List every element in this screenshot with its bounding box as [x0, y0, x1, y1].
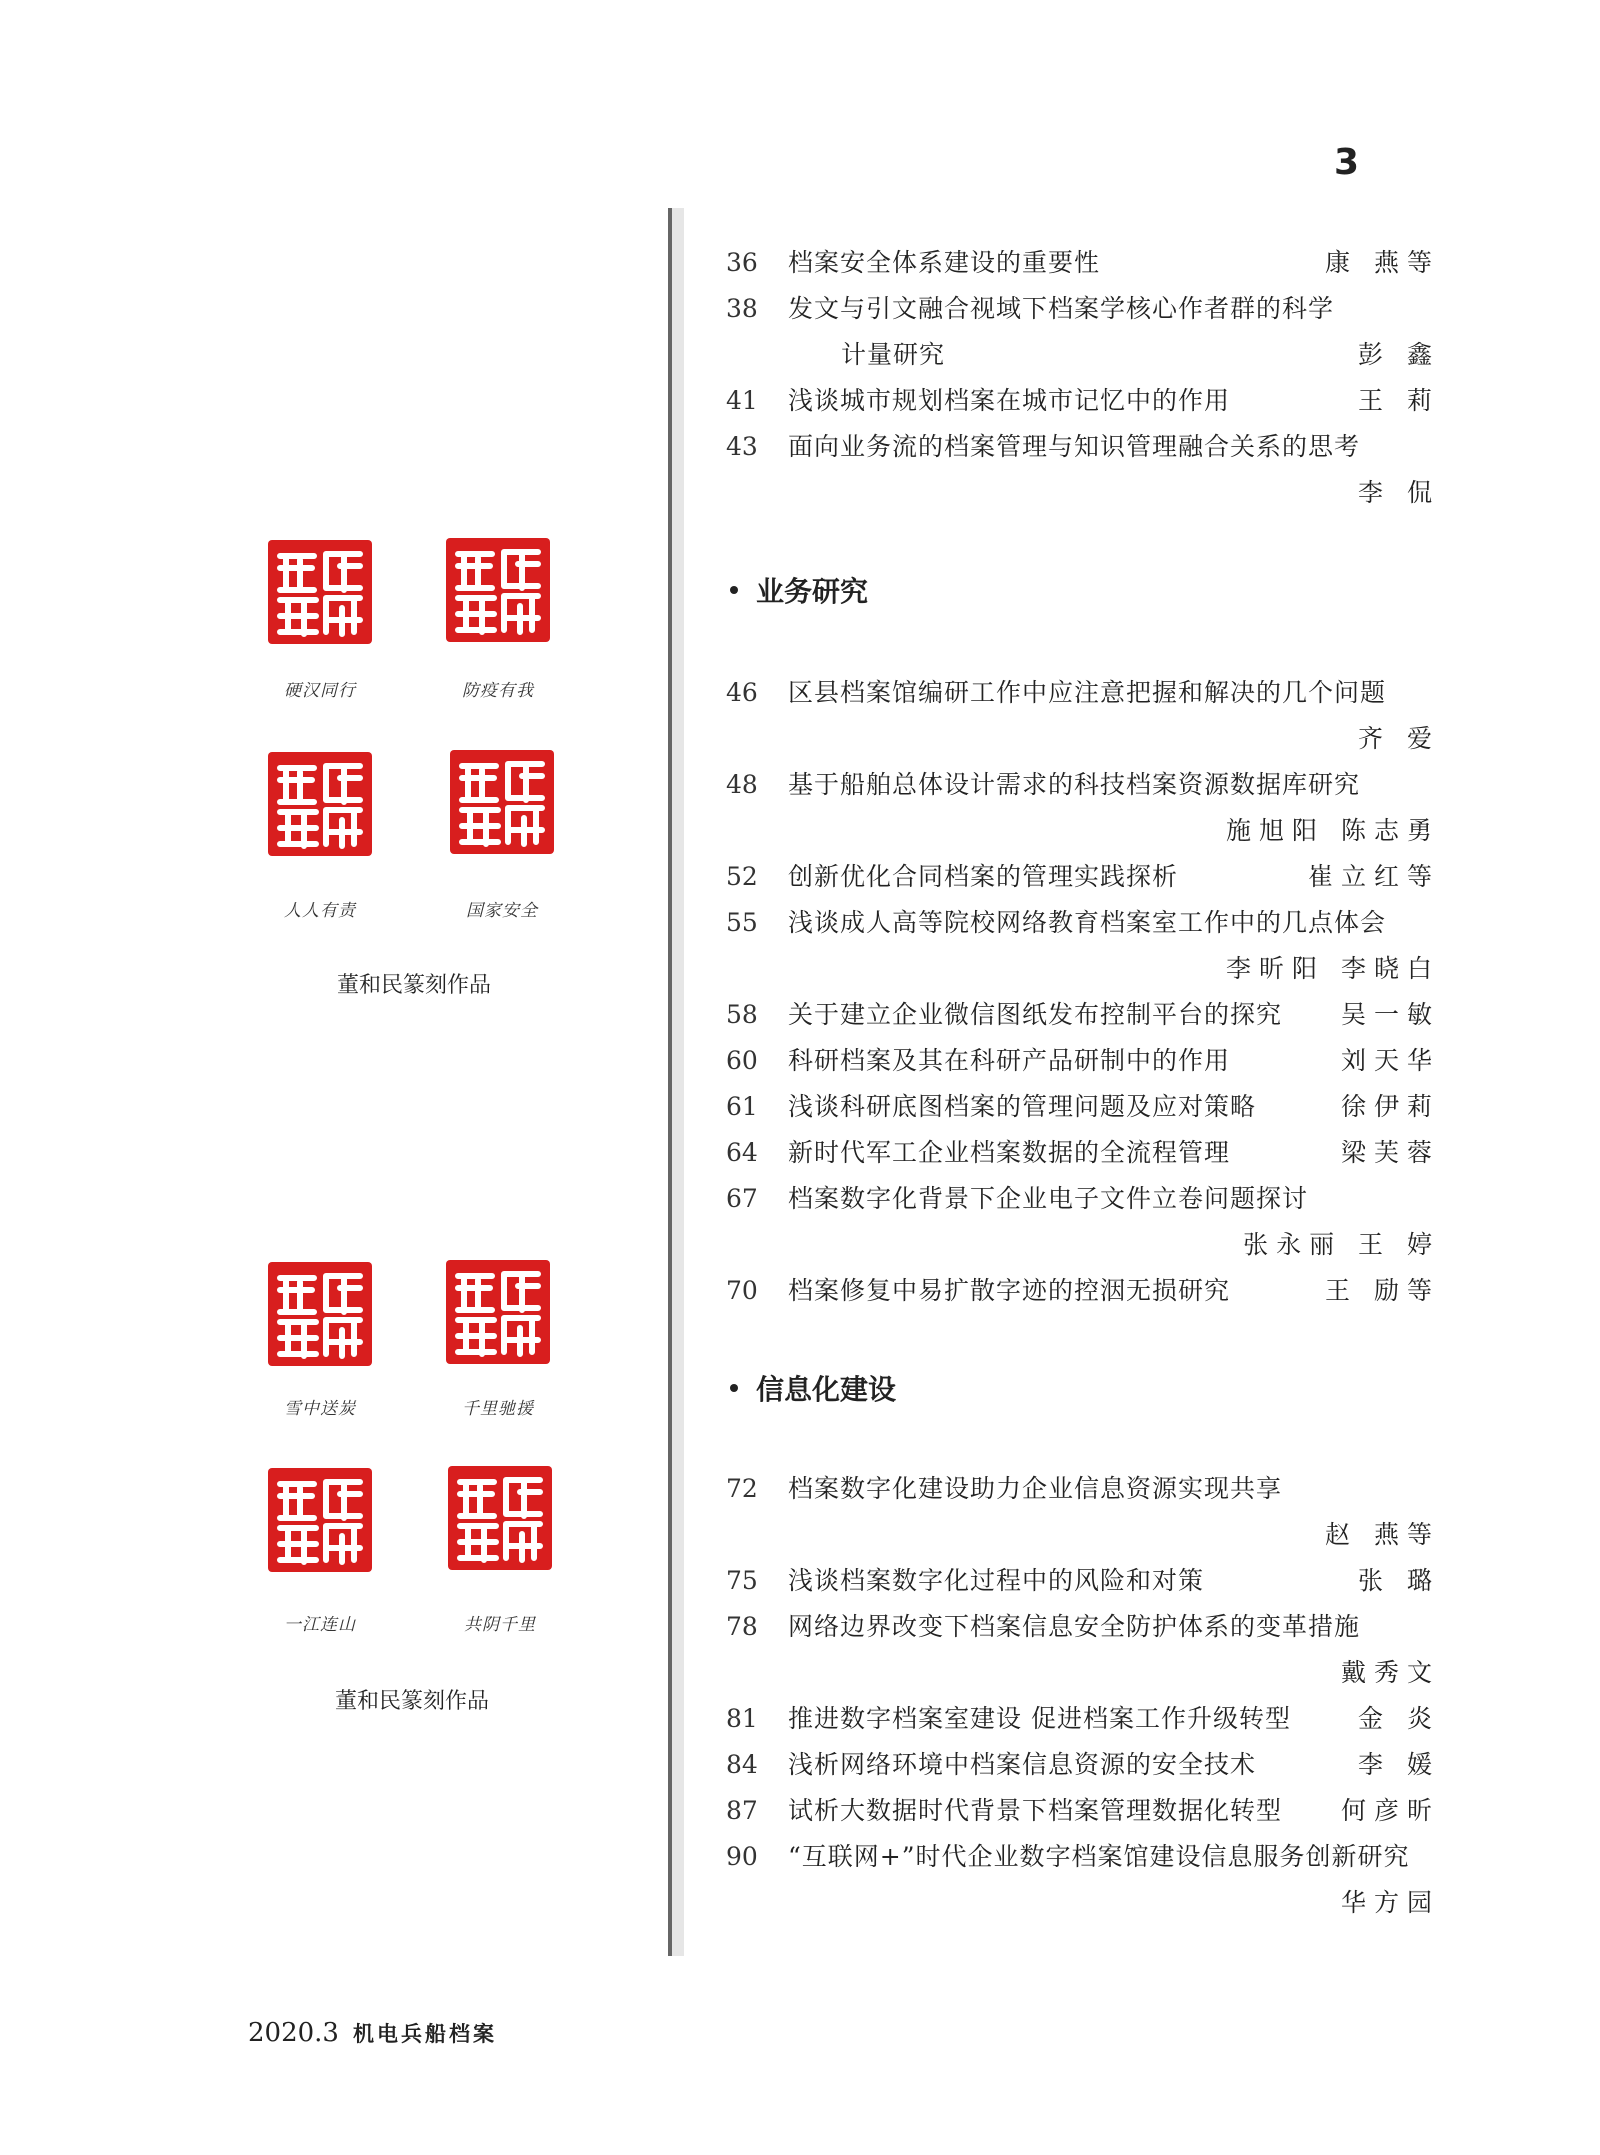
seal-image-4 [448, 748, 556, 856]
seal-label-3: 人人有责 [284, 901, 356, 921]
toc-entry[interactable] [726, 1176, 1440, 1268]
toc-author: 齐 爱 [1358, 724, 1440, 753]
toc-page: 38 [726, 294, 758, 323]
toc-title: 基于船舶总体设计需求的科技档案资源数据库研究 [788, 770, 1361, 799]
toc-title: 档案数字化建设助力企业信息资源实现共享 [788, 1474, 1283, 1503]
toc-page: 70 [726, 1276, 758, 1305]
toc-author: 王 莉 [1358, 386, 1440, 415]
toc-page: 67 [726, 1184, 758, 1213]
seal-image-5 [266, 1260, 374, 1368]
toc-page: 36 [726, 248, 758, 277]
bullet-icon [730, 586, 738, 594]
toc-author: 张永丽 王 婷 [1243, 1230, 1440, 1259]
toc-page: 87 [726, 1796, 758, 1825]
seal-label-7: 一江连山 [284, 1615, 356, 1635]
toc-author: 金 炎 [1358, 1704, 1440, 1733]
toc-entry[interactable] [726, 900, 1440, 992]
toc-page: 48 [726, 770, 758, 799]
toc-title: 浅谈科研底图档案的管理问题及应对策略 [788, 1092, 1257, 1121]
toc-title: 面向业务流的档案管理与知识管理融合关系的思考 [788, 432, 1361, 461]
toc-title: 浅谈成人高等院校网络教育档案室工作中的几点体会 [788, 908, 1387, 937]
seal-label-6: 千里驰援 [462, 1399, 534, 1419]
toc-author: 李 侃 [1358, 478, 1440, 507]
toc-entry[interactable] [726, 1834, 1440, 1926]
toc-title: 网络边界改变下档案信息安全防护体系的变革措施 [788, 1612, 1361, 1641]
table-of-contents [726, 240, 1440, 1926]
toc-page: 64 [726, 1138, 758, 1167]
toc-author: 吴一敏 [1340, 1000, 1440, 1029]
seal-image-7 [266, 1466, 374, 1574]
toc-entry[interactable] [726, 1604, 1440, 1696]
toc-entry[interactable] [726, 424, 1440, 516]
toc-entry[interactable] [726, 240, 1440, 286]
toc-entry[interactable] [726, 762, 1440, 854]
toc-entry[interactable] [726, 378, 1440, 424]
toc-author: 梁芙蓉 [1340, 1138, 1440, 1167]
toc-author: 李昕阳 李晓白 [1226, 954, 1440, 983]
toc-page: 61 [726, 1092, 758, 1121]
toc-entry[interactable] [726, 1788, 1440, 1834]
seal-label-5: 雪中送炭 [284, 1399, 356, 1419]
toc-title: 科研档案及其在科研产品研制中的作用 [788, 1046, 1231, 1075]
toc-title-continued: 计量研究 [841, 340, 946, 369]
toc-author: 康 燕等 [1325, 248, 1440, 277]
seal-image-3 [266, 750, 374, 858]
toc-author: 刘天华 [1340, 1046, 1440, 1075]
toc-author: 华方园 [1340, 1888, 1440, 1917]
toc-entry[interactable] [726, 1558, 1440, 1604]
seal-image-8 [446, 1464, 554, 1572]
toc-entry[interactable] [726, 1130, 1440, 1176]
toc-entry[interactable] [726, 670, 1440, 762]
toc-title: “互联网+”时代企业数字档案馆建设信息服务创新研究 [788, 1842, 1410, 1871]
toc-title: 档案修复中易扩散字迹的控洇无损研究 [788, 1276, 1231, 1305]
toc-title: 关于建立企业微信图纸发布控制平台的探究 [788, 1000, 1283, 1029]
page-footer [248, 2018, 497, 2048]
toc-author: 戴秀文 [1340, 1658, 1440, 1687]
toc-author: 施旭阳 陈志勇 [1226, 816, 1440, 845]
toc-author: 赵 燕等 [1325, 1520, 1440, 1549]
toc-entry[interactable] [726, 854, 1440, 900]
toc-page: 46 [726, 678, 758, 707]
toc-page: 84 [726, 1750, 758, 1779]
section-heading-business-research: 业务研究 [726, 570, 1432, 610]
toc-entry[interactable] [726, 992, 1440, 1038]
toc-title: 新时代军工企业档案数据的全流程管理 [788, 1138, 1231, 1167]
toc-author: 王 励等 [1325, 1276, 1440, 1305]
seal-image-2 [444, 536, 552, 644]
bullet-icon [730, 1384, 738, 1392]
toc-page: 52 [726, 862, 758, 891]
seal-label-2: 防疫有我 [462, 681, 534, 701]
toc-entry[interactable] [726, 1696, 1440, 1742]
page-number: 3 [1334, 142, 1360, 183]
toc-page: 81 [726, 1704, 758, 1733]
toc-page: 58 [726, 1000, 758, 1029]
toc-entry[interactable] [726, 286, 1440, 378]
section-heading-informatization: 信息化建设 [726, 1368, 1432, 1408]
toc-title: 试析大数据时代背景下档案管理数据化转型 [788, 1796, 1283, 1825]
toc-author: 徐伊莉 [1340, 1092, 1440, 1121]
toc-author: 李 媛 [1358, 1750, 1440, 1779]
toc-author: 何彦昕 [1340, 1796, 1440, 1825]
journal-name: 机电兵船档案 [352, 2021, 497, 2046]
toc-title: 浅谈城市规划档案在城市记忆中的作用 [788, 386, 1231, 415]
toc-page: 75 [726, 1566, 758, 1595]
toc-page: 55 [726, 908, 758, 937]
toc-entry[interactable] [726, 1466, 1440, 1558]
toc-page: 41 [726, 386, 758, 415]
toc-title: 档案安全体系建设的重要性 [788, 248, 1101, 277]
seal-image-6 [444, 1258, 552, 1366]
seal-label-8: 共阴千里 [464, 1615, 536, 1635]
seal-caption-bottom: 董和民篆刻作品 [334, 1689, 489, 1714]
toc-page: 78 [726, 1612, 758, 1641]
toc-page: 72 [726, 1474, 758, 1503]
issue-number: 2020.3 [248, 2018, 339, 2048]
toc-page: 43 [726, 432, 758, 461]
toc-title: 推进数字档案室建设 促进档案工作升级转型 [788, 1704, 1291, 1733]
toc-title: 发文与引文融合视域下档案学核心作者群的科学 [788, 294, 1335, 323]
toc-page: 90 [726, 1842, 758, 1871]
toc-page: 60 [726, 1046, 758, 1075]
toc-entry[interactable] [726, 1038, 1440, 1084]
toc-entry[interactable] [726, 1084, 1440, 1130]
toc-title: 浅谈档案数字化过程中的风险和对策 [788, 1566, 1205, 1595]
toc-entry[interactable] [726, 1268, 1440, 1314]
toc-author: 张 璐 [1358, 1566, 1440, 1595]
toc-title: 区县档案馆编研工作中应注意把握和解决的几个问题 [788, 678, 1387, 707]
toc-entry[interactable] [726, 1742, 1440, 1788]
toc-title: 浅析网络环境中档案信息资源的安全技术 [788, 1750, 1257, 1779]
toc-title: 创新优化合同档案的管理实践探析 [788, 862, 1179, 891]
toc-author: 崔立红等 [1307, 862, 1440, 891]
column-divider [668, 208, 684, 1956]
toc-author: 彭 鑫 [1358, 340, 1440, 369]
seal-label-1: 硬汉同行 [284, 681, 356, 701]
seal-label-4: 国家安全 [466, 901, 538, 921]
seal-image-1 [266, 538, 374, 646]
seal-caption-top: 董和民篆刻作品 [336, 973, 491, 998]
toc-title: 档案数字化背景下企业电子文件立卷问题探讨 [788, 1184, 1309, 1213]
